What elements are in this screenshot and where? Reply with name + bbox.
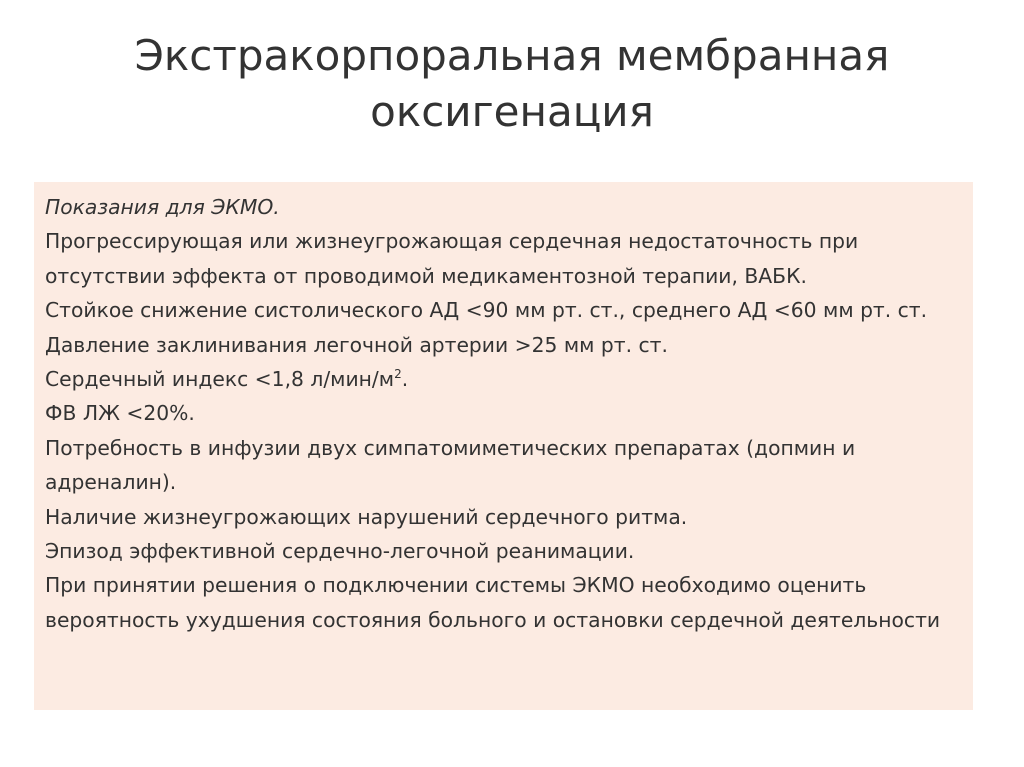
indication-arrhythmia: Наличие жизнеугрожающих нарушений сердечного ритма. [45, 504, 688, 529]
slide-title [40, 28, 984, 140]
indication-sympathomimetic-infusion: Потребность в инфузии двух симпатомиметических препаратах (допмин и адреналин). [45, 435, 856, 495]
indication-cpr-episode: Эпизод эффективной сердечно-легочной реанимации. [45, 539, 635, 564]
cardiac-index-text: Сердечный индекс <1,8 л/мин/м [45, 367, 395, 392]
indications-heading: Показания для ЭКМО. [45, 195, 280, 219]
indication-wedge-pressure: Давление заклинивания легочной артерии >25 мм рт. ст. [45, 332, 668, 357]
cardiac-index-superscript: 2 [394, 367, 402, 382]
indication-cardiac-index [45, 362, 959, 396]
indication-blood-pressure: Стойкое снижение систолического АД <90 мм рт. ст., среднего АД <60 мм рт. ст. [45, 298, 928, 323]
cardiac-index-suffix: . [401, 367, 409, 392]
slide-title-line-1: Экстракорпоральная мембранная [134, 31, 890, 80]
indications-box [34, 182, 973, 710]
indication-decision-note: При принятии решения о подключении системы ЭКМО необходимо оценить вероятность ухудшения состояния больного и остановки сердечной деятельности [45, 573, 941, 632]
indication-progressive-heart-failure: Прогрессирующая или жизнеугрожающая сердечная недостаточность при отсутствии эффекта от проводимой медикаментозной терапии, ВАБК. [45, 229, 859, 288]
indication-ejection-fraction: ФВ ЛЖ <20%. [45, 401, 195, 426]
slide-title-line-2: оксигенация [370, 87, 654, 136]
